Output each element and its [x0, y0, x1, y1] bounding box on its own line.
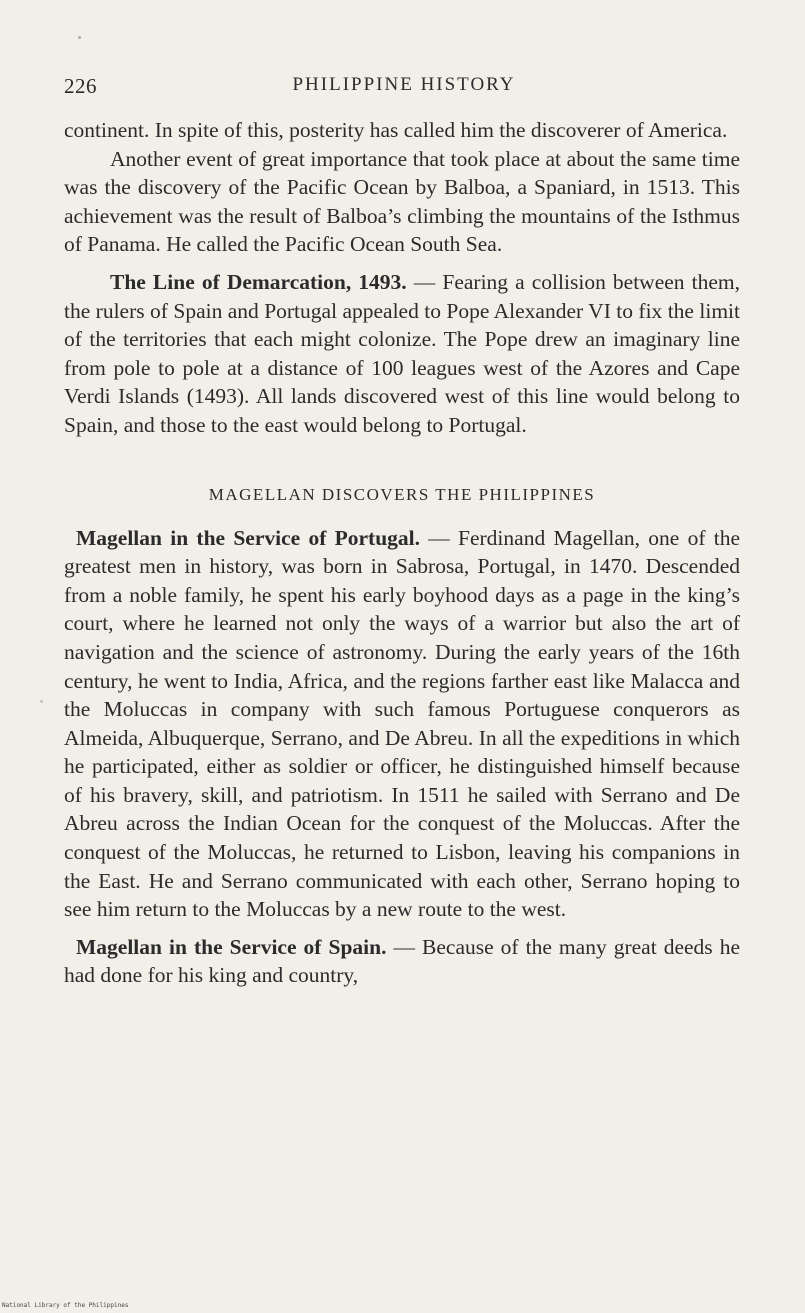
body-text	[64, 116, 740, 990]
section-title: MAGELLAN DISCOVERS THE PHILIPPINES	[208, 484, 596, 504]
paragraph-magellan-spain	[64, 933, 740, 990]
running-head: PHILIPPINE HISTORY	[292, 74, 516, 95]
paragraph-line-of-demarcation-text: — Fearing a collision between them, the rulers of Spain and Portugal appealed to Pope Alexander VI to fix the limit of the territories that each might colonize. The Pope drew an imaginary line from pole to pole at a distance of 100 leagues west of the Azores and Cape Verdi Islands (1493). All lands discovered west of this line would belong to Spain, and those to the east would belong to Portugal.	[64, 269, 740, 437]
page-number: 226	[64, 74, 97, 98]
paragraph-magellan-portugal-text: — Ferdinand Magellan, one of the greatest men in history, was born in Sabrosa, Portugal, in 1470. Descended from a noble family, he spent his early boyhood days as a page in the king’s court, where he learned not only the ways of a warrior but also the art of navigation and the science of astronomy. During the early years of the 16th century, he went to India, Africa, and the regions farther east like Malacca and the Moluccas in company with such famous Portuguese conquerors as Almeida, Albuquerque, Serrano, and De Abreu. In all the expeditions in which he participated, either as soldier or officer, he distinguished himself because of his bravery, skill, and patriotism. In 1511 he sailed with Serrano and De Abreu across the Indian Ocean for the conquest of the Moluccas. After the conquest of the Moluccas, he returned to Lisbon, leaving his companions in the East. He and Serrano communicated with each other, Serrano hoping to see him return to the Moluccas by a new route to the west.	[64, 525, 741, 922]
paragraph-continent: continent. In spite of this, posterity has called him the discoverer of America.	[64, 118, 728, 142]
subheading-line-of-demarcation: The Line of Demarcation, 1493.	[110, 269, 407, 294]
paper-speck	[78, 36, 81, 39]
paragraph-magellan-spain-text: — Because of the many great deeds he had done for his king and country,	[64, 934, 740, 988]
paper-speck	[40, 700, 43, 703]
paragraph-line-of-demarcation	[64, 268, 740, 440]
paragraph-magellan-portugal	[64, 524, 740, 924]
library-stamp: National Library of the Philippines	[2, 1302, 129, 1309]
paragraph-balboa: Another event of great importance that took place at about the same time was the discovery of the Pacific Ocean by Balboa, a Spaniard, in 1513. This achievement was the result of Balboa’s climbing the mountains of the Isthmus of Panama. He called the Pacific Ocean South Sea.	[64, 146, 740, 257]
subheading-magellan-portugal: Magellan in the Service of Portugal.	[76, 525, 421, 550]
page-header	[64, 74, 744, 104]
subheading-magellan-spain: Magellan in the Service of Spain.	[76, 934, 387, 959]
